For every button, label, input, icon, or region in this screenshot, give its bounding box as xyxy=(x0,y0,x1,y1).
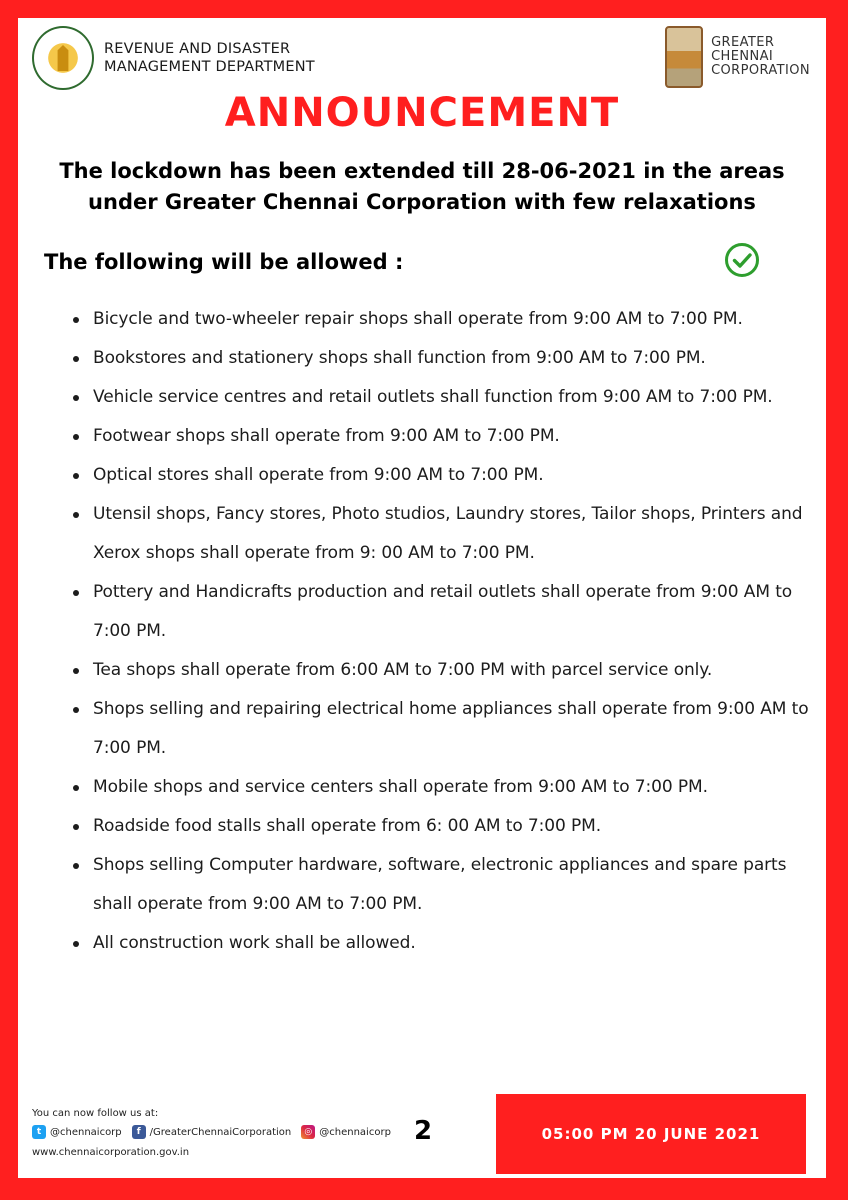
instagram-icon[interactable]: ◎ xyxy=(301,1125,315,1139)
facebook-icon[interactable]: f xyxy=(132,1125,146,1139)
gcc-logo-icon xyxy=(665,26,703,88)
list-item: Pottery and Handicrafts production and retail outlets shall operate from 9:00 AM to 7:00 PM. xyxy=(73,573,813,651)
instagram-handle[interactable]: @chennaicorp xyxy=(319,1126,391,1138)
list-item: Utensil shops, Fancy stores, Photo studios, Laundry stores, Tailor shops, Printers and Xerox shops shall operate from 9: 00 AM to 7:00 PM. xyxy=(73,495,813,573)
social-footer xyxy=(32,1108,397,1158)
dept-header xyxy=(32,26,315,90)
twitter-icon[interactable]: t xyxy=(32,1125,46,1139)
facebook-handle[interactable]: /GreaterChennaiCorporation xyxy=(149,1126,292,1138)
gcc-line-2: CHENNAI xyxy=(711,49,774,64)
gcc-name xyxy=(711,36,810,78)
dept-line-2: MANAGEMENT DEPARTMENT xyxy=(104,59,315,75)
date-text: 05:00 PM 20 JUNE 2021 xyxy=(541,1125,761,1143)
check-circle-icon xyxy=(724,242,760,278)
social-links xyxy=(32,1125,397,1139)
gcc-header xyxy=(665,26,810,88)
list-item: Shops selling Computer hardware, software, electronic appliances and spare parts shall operate from 9:00 AM to 7:00 PM. xyxy=(73,846,813,924)
list-item: Tea shops shall operate from 6:00 AM to 7:00 PM with parcel service only. xyxy=(73,651,813,690)
date-badge xyxy=(496,1094,806,1174)
list-item: Bicycle and two-wheeler repair shops shall operate from 9:00 AM to 7:00 PM. xyxy=(73,300,813,339)
list-item: All construction work shall be allowed. xyxy=(73,924,813,963)
gcc-line-1: GREATER xyxy=(711,35,775,50)
allowed-list xyxy=(73,300,813,963)
list-item: Bookstores and stationery shops shall function from 9:00 AM to 7:00 PM. xyxy=(73,339,813,378)
list-item: Mobile shops and service centers shall operate from 9:00 AM to 7:00 PM. xyxy=(73,768,813,807)
list-item: Shops selling and repairing electrical home appliances shall operate from 9:00 AM to 7:00 PM. xyxy=(73,690,813,768)
allowed-heading: The following will be allowed : xyxy=(44,250,404,274)
page-number: 2 xyxy=(414,1116,433,1146)
tamil-nadu-emblem-icon xyxy=(32,26,94,90)
dept-line-1: REVENUE AND DISASTER xyxy=(104,41,291,57)
announcement-sheet xyxy=(18,18,826,1178)
list-item: Optical stores shall operate from 9:00 AM to 7:00 PM. xyxy=(73,456,813,495)
department-name xyxy=(104,40,315,76)
page-subtitle: The lockdown has been extended till 28-06-2021 in the areas under Greater Chennai Corporation with few relaxations xyxy=(59,159,785,214)
list-item: Footwear shops shall operate from 9:00 AM to 7:00 PM. xyxy=(73,417,813,456)
list-item: Vehicle service centres and retail outlets shall function from 9:00 AM to 7:00 PM. xyxy=(73,378,813,417)
twitter-handle[interactable]: @chennaicorp xyxy=(50,1126,122,1138)
gcc-line-3: CORPORATION xyxy=(711,63,810,78)
website-link[interactable]: www.chennaicorporation.gov.in xyxy=(32,1147,190,1158)
list-item: Roadside food stalls shall operate from 6: 00 AM to 7:00 PM. xyxy=(73,807,813,846)
follow-text: You can now follow us at: xyxy=(32,1108,159,1119)
page-title: ANNOUNCEMENT xyxy=(224,90,620,136)
